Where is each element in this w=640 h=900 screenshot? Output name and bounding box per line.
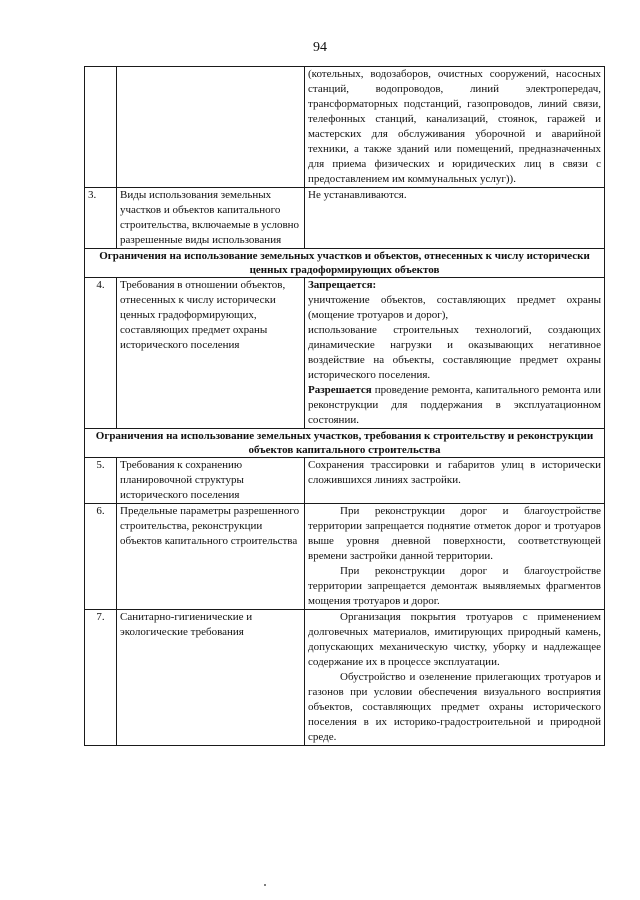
- description-paragraph: Не устанавливаются.: [308, 189, 407, 201]
- row-name: Требования к сохранению планировочной структуры исторического поселения: [117, 458, 305, 504]
- description-paragraph: Организация покрытия тротуаров с применением долговечных материалов, имитирующих природный камень, допускающих механическую чистку, уборку и надлежащее содержание их в процессе эксплуатации.: [308, 611, 601, 668]
- section-header-row: [85, 249, 605, 278]
- row-description: [305, 67, 605, 188]
- page-number: 94: [313, 40, 327, 55]
- row-name: Виды использования земельных участков и объектов капитального строительства, включаемые в условно разрешенные виды использования: [117, 188, 305, 249]
- description-paragraph: [308, 383, 601, 428]
- table-row: [85, 188, 605, 249]
- table-row: [85, 504, 605, 610]
- row-name: Санитарно-гигиенические и экологические требования: [117, 610, 305, 746]
- row-name: Требования в отношении объектов, отнесенных к числу исторически ценных градоформирующих, составляющих предмет охраны исторического поселения: [117, 278, 305, 429]
- allowed-label: Разрешается: [308, 384, 372, 396]
- table-row: [85, 458, 605, 504]
- description-paragraph: (котельных, водозаборов, очистных сооружений, насосных станций, водопроводов, линий электропередач, трансформаторных подстанций, газопроводов, линий связи, телефонных станций, канализаций, стоянок, гаражей и мастерских для обслуживания уборочной и аварийной техники, а также зданий или помещений, предназначенных для приема физических и юридических лиц в связи с предоставлением им коммунальных услуг)).: [308, 68, 601, 185]
- row-name: Предельные параметры разрешенного строительства, реконструкции объектов капитального строительства: [117, 504, 305, 610]
- row-description: [305, 278, 605, 429]
- row-description: [305, 610, 605, 746]
- row-number: 4.: [85, 278, 117, 429]
- row-number: 6.: [85, 504, 117, 610]
- row-description: [305, 504, 605, 610]
- description-paragraph: При реконструкции дорог и благоустройстве территории запрещается демонтаж выявляемых фрагментов мощения тротуаров и дорог.: [308, 565, 601, 607]
- forbidden-label: Запрещается:: [308, 279, 377, 291]
- row-description: [305, 458, 605, 504]
- description-paragraph: При реконструкции дорог и благоустройстве территории запрещается поднятие отметок дорог и тротуаров выше уровня дневной поверхности, соответствующей времени застройки данной территории.: [308, 505, 601, 562]
- row-name: [117, 67, 305, 188]
- row-description: [305, 188, 605, 249]
- table-row: [85, 610, 605, 746]
- description-paragraph: Обустройство и озеленение прилегающих тротуаров и газонов при условии обеспечения визуального восприятия объектов, составляющих предмет охраны исторического поселения в их историко-градостроительной и природной среде.: [308, 671, 601, 743]
- allowed-text: проведение ремонта, капитального ремонта или реконструкции для поддержания в эксплуатационном состоянии.: [308, 384, 601, 426]
- row-number: 7.: [85, 610, 117, 746]
- section-header-row: [85, 429, 605, 458]
- description-paragraph: уничтожение объектов, составляющих предмет охраны (мощение тротуаров и дорог),: [308, 294, 601, 321]
- regulations-table: [84, 66, 605, 746]
- table-row: [85, 67, 605, 188]
- section-title: Ограничения на использование земельных участков, требования к строительству и реконструкции объектов капитального строительства: [85, 429, 605, 458]
- row-number: 3.: [85, 188, 117, 249]
- row-number: [85, 67, 117, 188]
- section-title: Ограничения на использование земельных участков и объектов, отнесенных к числу исторически ценных градоформирующих объектов: [85, 249, 605, 278]
- scan-speck: [264, 884, 266, 886]
- description-paragraph: использование строительных технологий, создающих динамические нагрузки и оказывающих негативное воздействие на объекты, составляющие предмет охраны исторического поселения.: [308, 324, 601, 381]
- description-paragraph: Сохранения трассировки и габаритов улиц в исторически сложившихся линиях застройки.: [308, 459, 601, 486]
- row-number: 5.: [85, 458, 117, 504]
- table-row: [85, 278, 605, 429]
